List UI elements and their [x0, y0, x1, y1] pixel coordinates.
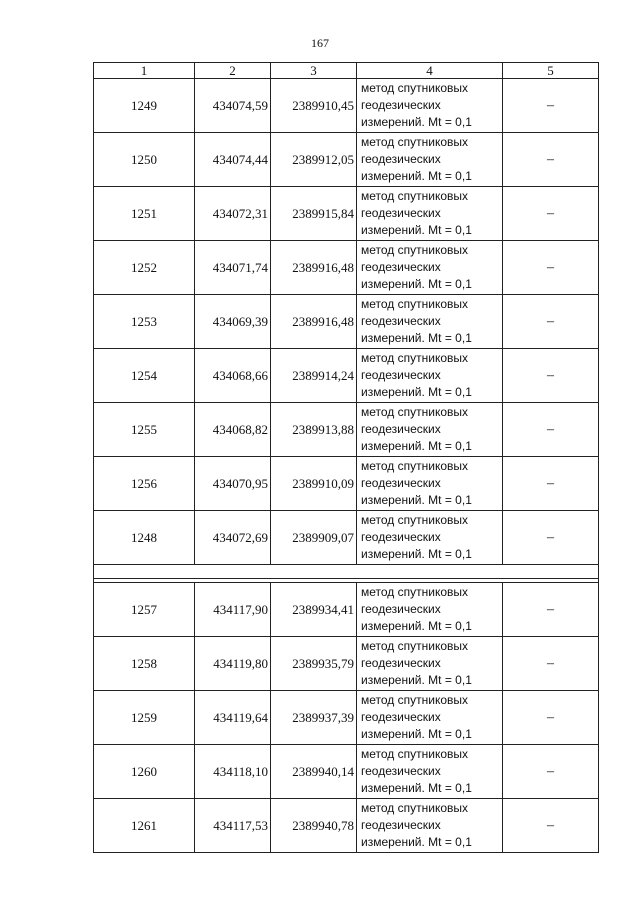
table-row: [94, 349, 599, 403]
method-text-line: измерений. Mt = 0,1: [361, 619, 472, 633]
x-coordinate-cell: 434117,90: [195, 583, 271, 637]
method-text-line: метод спутниковых: [361, 81, 469, 95]
x-coordinate-cell: 434119,64: [195, 691, 271, 745]
method-text-line: измерений. Mt = 0,1: [361, 439, 472, 453]
method-text-line: метод спутниковых: [361, 639, 469, 653]
method-cell: [357, 349, 503, 403]
col5-cell: –: [503, 187, 599, 241]
x-coordinate-cell: 434071,74: [195, 241, 271, 295]
x-coordinate-cell: 434068,66: [195, 349, 271, 403]
method-text-line: геодезических: [361, 602, 441, 616]
method-text-line: геодезических: [361, 422, 441, 436]
x-coordinate-cell: 434070,95: [195, 457, 271, 511]
table-row: [94, 745, 599, 799]
col5-cell: –: [503, 691, 599, 745]
method-cell: [357, 799, 503, 853]
header-col-2: 2: [195, 63, 271, 79]
y-coordinate-cell: 2389914,24: [271, 349, 357, 403]
point-number-cell: 1261: [94, 799, 195, 853]
col5-cell: –: [503, 457, 599, 511]
y-coordinate-cell: 2389935,79: [271, 637, 357, 691]
point-number-cell: 1255: [94, 403, 195, 457]
method-cell: [357, 745, 503, 799]
y-coordinate-cell: 2389910,45: [271, 79, 357, 133]
method-text-line: метод спутниковых: [361, 405, 469, 419]
col5-cell: –: [503, 295, 599, 349]
method-cell: [357, 457, 503, 511]
method-text-line: измерений. Mt = 0,1: [361, 547, 472, 561]
y-coordinate-cell: 2389910,09: [271, 457, 357, 511]
table-row: [94, 133, 599, 187]
method-text-line: геодезических: [361, 710, 441, 724]
y-coordinate-cell: 2389937,39: [271, 691, 357, 745]
y-coordinate-cell: 2389940,14: [271, 745, 357, 799]
method-cell: [357, 637, 503, 691]
method-text-line: геодезических: [361, 764, 441, 778]
table-header-row: [94, 63, 599, 79]
method-cell: [357, 241, 503, 295]
x-coordinate-cell: 434069,39: [195, 295, 271, 349]
method-cell: [357, 79, 503, 133]
method-text-line: метод спутниковых: [361, 189, 469, 203]
method-text-line: геодезических: [361, 368, 441, 382]
x-coordinate-cell: 434068,82: [195, 403, 271, 457]
x-coordinate-cell: 434074,44: [195, 133, 271, 187]
method-text-line: измерений. Mt = 0,1: [361, 673, 472, 687]
table-body: [94, 79, 599, 853]
table-row: [94, 799, 599, 853]
point-number-cell: 1254: [94, 349, 195, 403]
header-col-1: 1: [94, 63, 195, 79]
y-coordinate-cell: 2389916,48: [271, 295, 357, 349]
method-text-line: измерений. Mt = 0,1: [361, 169, 472, 183]
point-number-cell: 1248: [94, 511, 195, 565]
y-coordinate-cell: 2389940,78: [271, 799, 357, 853]
group-separator-cell: [94, 565, 599, 579]
col5-cell: –: [503, 583, 599, 637]
col5-cell: –: [503, 799, 599, 853]
x-coordinate-cell: 434072,31: [195, 187, 271, 241]
method-text-line: измерений. Mt = 0,1: [361, 277, 472, 291]
point-number-cell: 1256: [94, 457, 195, 511]
method-text-line: измерений. Mt = 0,1: [361, 835, 472, 849]
method-cell: [357, 583, 503, 637]
method-text-line: метод спутниковых: [361, 585, 469, 599]
method-text-line: геодезических: [361, 152, 441, 166]
col5-cell: –: [503, 241, 599, 295]
point-number-cell: 1258: [94, 637, 195, 691]
col5-cell: –: [503, 403, 599, 457]
x-coordinate-cell: 434074,59: [195, 79, 271, 133]
table-row: [94, 637, 599, 691]
col5-cell: –: [503, 745, 599, 799]
method-text-line: измерений. Mt = 0,1: [361, 385, 472, 399]
method-text-line: геодезических: [361, 260, 441, 274]
method-cell: [357, 511, 503, 565]
method-text-line: метод спутниковых: [361, 513, 469, 527]
method-text-line: метод спутниковых: [361, 297, 469, 311]
method-cell: [357, 133, 503, 187]
method-text-line: метод спутниковых: [361, 459, 469, 473]
header-col-4: 4: [357, 63, 503, 79]
method-text-line: метод спутниковых: [361, 693, 469, 707]
point-number-cell: 1257: [94, 583, 195, 637]
col5-cell: –: [503, 637, 599, 691]
method-text-line: измерений. Mt = 0,1: [361, 493, 472, 507]
col5-cell: –: [503, 79, 599, 133]
method-text-line: метод спутниковых: [361, 801, 469, 815]
header-col-3: 3: [271, 63, 357, 79]
point-number-cell: 1259: [94, 691, 195, 745]
y-coordinate-cell: 2389934,41: [271, 583, 357, 637]
table-row: [94, 241, 599, 295]
table-row: [94, 187, 599, 241]
table-row: [94, 457, 599, 511]
point-number-cell: 1249: [94, 79, 195, 133]
point-number-cell: 1253: [94, 295, 195, 349]
method-text-line: измерений. Mt = 0,1: [361, 115, 472, 129]
method-text-line: измерений. Mt = 0,1: [361, 223, 472, 237]
table-row: [94, 511, 599, 565]
method-text-line: геодезических: [361, 530, 441, 544]
table-row: [94, 295, 599, 349]
method-text-line: измерений. Mt = 0,1: [361, 781, 472, 795]
y-coordinate-cell: 2389909,07: [271, 511, 357, 565]
method-text-line: геодезических: [361, 818, 441, 832]
method-text-line: метод спутниковых: [361, 747, 469, 761]
method-cell: [357, 691, 503, 745]
point-number-cell: 1252: [94, 241, 195, 295]
group-separator-row: [94, 565, 599, 579]
method-text-line: геодезических: [361, 476, 441, 490]
y-coordinate-cell: 2389916,48: [271, 241, 357, 295]
table-row: [94, 403, 599, 457]
page-number: 167: [311, 36, 329, 50]
x-coordinate-cell: 434118,10: [195, 745, 271, 799]
table-row: [94, 79, 599, 133]
method-text-line: метод спутниковых: [361, 351, 469, 365]
y-coordinate-cell: 2389915,84: [271, 187, 357, 241]
y-coordinate-cell: 2389913,88: [271, 403, 357, 457]
method-text-line: измерений. Mt = 0,1: [361, 727, 472, 741]
x-coordinate-cell: 434119,80: [195, 637, 271, 691]
x-coordinate-cell: 434117,53: [195, 799, 271, 853]
x-coordinate-cell: 434072,69: [195, 511, 271, 565]
col5-cell: –: [503, 349, 599, 403]
method-text-line: геодезических: [361, 656, 441, 670]
table-row: [94, 583, 599, 637]
point-number-cell: 1250: [94, 133, 195, 187]
table-row: [94, 691, 599, 745]
coordinates-table: [93, 62, 599, 853]
y-coordinate-cell: 2389912,05: [271, 133, 357, 187]
method-cell: [357, 295, 503, 349]
point-number-cell: 1251: [94, 187, 195, 241]
col5-cell: –: [503, 133, 599, 187]
method-text-line: метод спутниковых: [361, 135, 469, 149]
method-text-line: геодезических: [361, 98, 441, 112]
method-cell: [357, 403, 503, 457]
method-text-line: геодезических: [361, 314, 441, 328]
point-number-cell: 1260: [94, 745, 195, 799]
method-text-line: измерений. Mt = 0,1: [361, 331, 472, 345]
method-cell: [357, 187, 503, 241]
header-col-5: 5: [503, 63, 599, 79]
col5-cell: –: [503, 511, 599, 565]
method-text-line: метод спутниковых: [361, 243, 469, 257]
method-text-line: геодезических: [361, 206, 441, 220]
